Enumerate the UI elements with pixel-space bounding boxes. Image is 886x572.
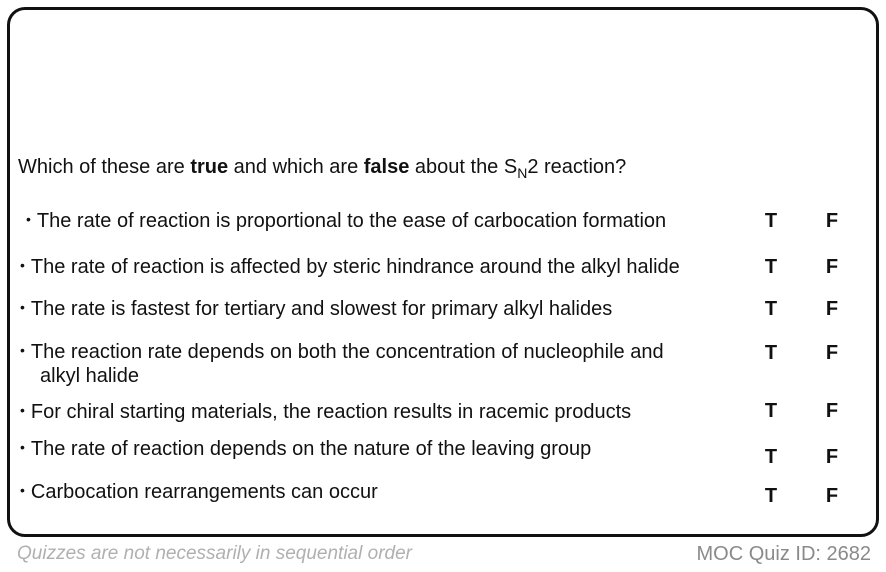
statement-1-false-button[interactable]: F: [825, 210, 839, 232]
question-subscript: N: [517, 165, 528, 181]
statement-2: [20, 256, 680, 280]
question-prompt: [18, 155, 626, 180]
statement-4-true-button[interactable]: T: [764, 342, 778, 364]
statement-5-true-button[interactable]: T: [764, 400, 778, 422]
bullet-icon: •: [20, 439, 25, 455]
statement-5-false-button[interactable]: F: [825, 400, 839, 422]
statement-2-false-button[interactable]: F: [825, 256, 839, 278]
statement-6: [20, 438, 591, 462]
question-text-about: about the S: [409, 156, 518, 178]
statement-text: For chiral starting materials, the reaction results in racemic products: [30, 401, 632, 423]
statement-6-false-button[interactable]: F: [825, 446, 839, 468]
statement-7-true-button[interactable]: T: [764, 485, 778, 507]
statement-text: The rate is fastest for tertiary and slowest for primary alkyl halides: [30, 298, 613, 320]
question-text-suffix: 2 reaction?: [527, 156, 627, 178]
statement-3-true-button[interactable]: T: [764, 298, 778, 320]
statement-text-continuation: alkyl halide: [40, 365, 139, 387]
question-text-prefix: Which of these are: [18, 156, 191, 178]
question-text-middle: and which are: [228, 156, 364, 178]
statement-5: [20, 401, 631, 425]
statement-1-true-button[interactable]: T: [764, 210, 778, 232]
statement-1: [26, 210, 666, 234]
bullet-icon: •: [20, 402, 25, 418]
bullet-icon: •: [26, 211, 31, 227]
statement-7-false-button[interactable]: F: [825, 485, 839, 507]
statement-text: The rate of reaction is affected by steric hindrance around the alkyl halide: [30, 256, 680, 278]
statement-3-false-button[interactable]: F: [825, 298, 839, 320]
statement-text: The rate of reaction is proportional to the ease of carbocation formation: [36, 210, 667, 232]
statement-2-true-button[interactable]: T: [764, 256, 778, 278]
statement-text: The rate of reaction depends on the nature of the leaving group: [30, 438, 592, 460]
statement-4: [20, 341, 664, 388]
statement-text: The reaction rate depends on both the concentration of nucleophile and: [30, 341, 664, 363]
question-true-word: true: [190, 156, 229, 178]
statement-text: Carbocation rearrangements can occur: [30, 481, 378, 503]
statement-4-false-button[interactable]: F: [825, 342, 839, 364]
question-false-word: false: [363, 156, 410, 178]
bullet-icon: •: [20, 342, 25, 358]
footer-disclaimer: Quizzes are not necessarily in sequential order: [17, 543, 412, 564]
statement-7: [20, 481, 378, 505]
bullet-icon: •: [20, 299, 25, 315]
quiz-id-label: MOC Quiz ID: 2682: [696, 543, 871, 565]
bullet-icon: •: [20, 257, 25, 273]
bullet-icon: •: [20, 482, 25, 498]
statement-6-true-button[interactable]: T: [764, 446, 778, 468]
statement-3: [20, 298, 612, 322]
